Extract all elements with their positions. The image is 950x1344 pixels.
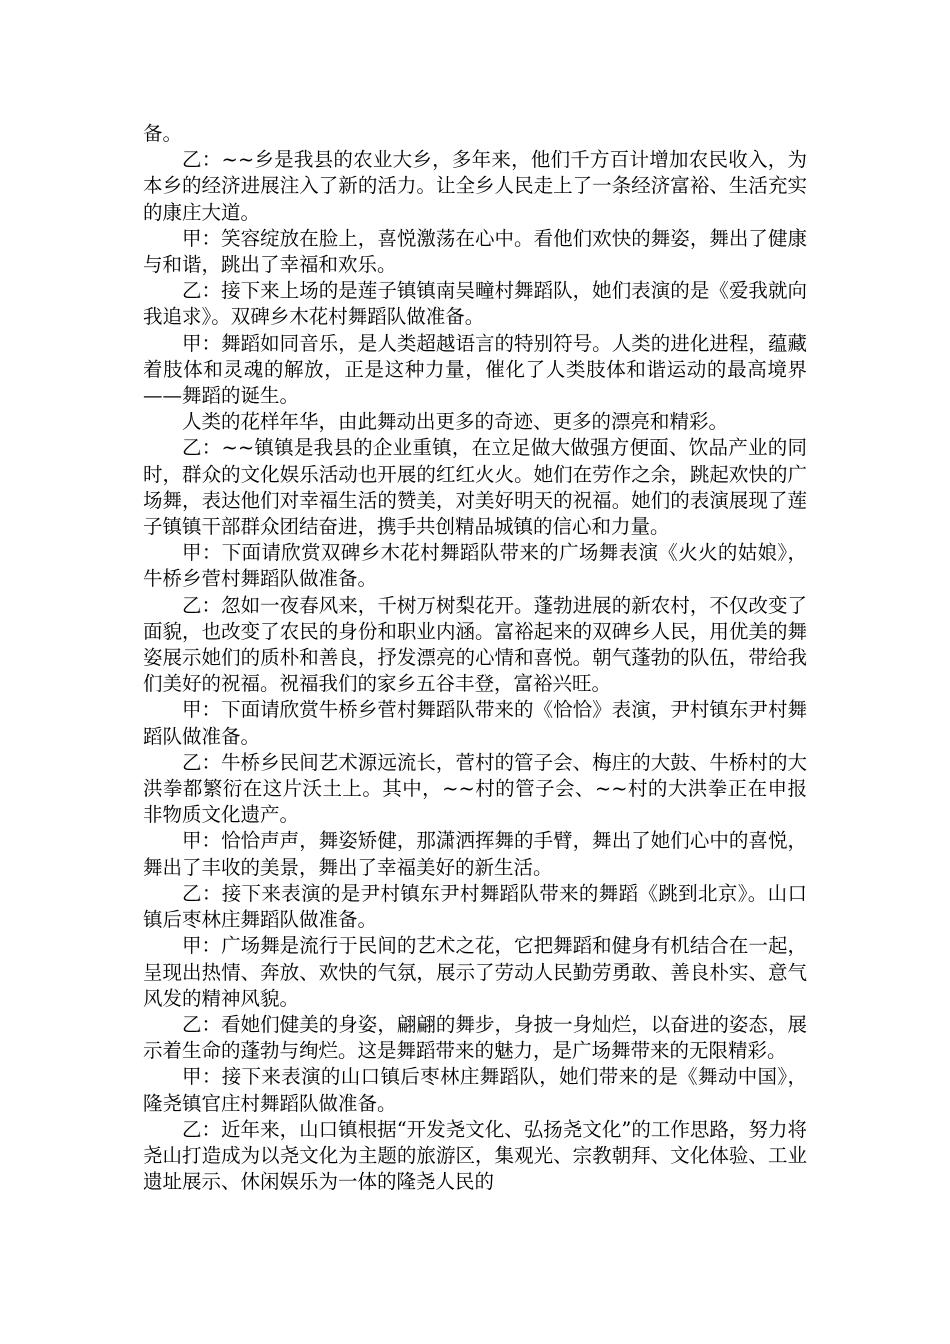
paragraph: 乙：~~镇镇是我县的企业重镇，在立足做大做强方便面、饮品产业的同时，群众的文化娱乐活动也开展的红红火火。她们在劳作之余，跳起欢快的广场舞，表达他们对幸福生活的赞美，对美好明天的祝福。她们的表演展现了莲子镇镇干部群众团结奋进，携手共创精品城镇的信心和力量。 [143,436,807,539]
paragraph: 乙：看她们健美的身姿，翩翩的舞步，身披一身灿烂，以奋进的姿态，展示着生命的蓬勃与绚烂。这是舞蹈带来的魅力，是广场舞带来的无限精彩。 [143,1012,807,1063]
paragraph: 甲：笑容绽放在脸上，喜悦激荡在心中。看他们欢快的舞姿，舞出了健康与和谐，跳出了幸福和欢乐。 [143,226,807,277]
paragraph: 甲：舞蹈如同音乐，是人类超越语言的特别符号。人类的进化进程，蕴藏着肢体和灵魂的解放，正是这种力量，催化了人类肢体和谐运动的最高境界——舞蹈的诞生。 [143,331,807,408]
paragraph: 乙：牛桥乡民间艺术源远流长，菅村的管子会、梅庄的大鼓、牛桥村的大洪拳都繁衍在这片沃土上。其中，~~村的管子会、~~村的大洪拳正在申报非物质文化遗产。 [143,750,807,827]
document-body [143,121,807,1195]
paragraph: 乙：接下来上场的是莲子镇镇南吴疃村舞蹈队，她们表演的是《爱我就向我追求》。双碑乡木花村舞蹈队做准备。 [143,279,807,329]
paragraph: 甲：接下来表演的山口镇后枣林庄舞蹈队，她们带来的是《舞动中国》，隆尧镇官庄村舞蹈队做准备。 [143,1065,807,1115]
paragraph: 乙：近年来，山口镇根据“开发尧文化、弘扬尧文化”的工作思路，努力将尧山打造成为以尧文化为主题的旅游区，集观光、宗教朝拜、文化体验、工业遗址展示、休闲娱乐为一体的隆尧人民的 [143,1117,807,1194]
paragraph: 人类的花样年华，由此舞动出更多的奇迹、更多的漂亮和精彩。 [182,410,729,434]
paragraph: 甲：下面请欣赏牛桥乡菅村舞蹈队带来的《恰恰》表演，尹村镇东尹村舞蹈队做准备。 [143,698,807,748]
paragraph: 乙：接下来表演的是尹村镇东尹村舞蹈队带来的舞蹈《跳到北京》。山口镇后枣林庄舞蹈队做准备。 [143,881,807,932]
paragraph: 甲：恰恰声声，舞姿矫健，那潇洒挥舞的手臂，舞出了她们心中的喜悦，舞出了丰收的美景，舞出了幸福美好的新生活。 [143,829,807,879]
paragraph: 乙：忽如一夜春风来，千树万树梨花开。蓬勃进展的新农村，不仅改变了面貌，也改变了农民的身份和职业内涵。富裕起来的双碑乡人民，用优美的舞姿展示她们的质朴和善良，抒发漂亮的心情和喜悦。朝气蓬勃的队伍，带给我们美好的祝福。祝福我们的家乡五谷丰登，富裕兴旺。 [143,593,807,696]
paragraph: 乙：~~乡是我县的农业大乡，多年来，他们千方百计增加农民收入，为本乡的经济进展注入了新的活力。让全乡人民走上了一条经济富裕、生活充实的康庄大道。 [143,148,807,224]
paragraph: 甲：广场舞是流行于民间的艺术之花，它把舞蹈和健身有机结合在一起，呈现出热情、奔放、欢快的气氛，展示了劳动人民勤劳勇敢、善良朴实、意气风发的精神风貌。 [143,934,807,1010]
paragraph: 甲：下面请欣赏双碑乡木花村舞蹈队带来的广场舞表演《火火的姑娘》，牛桥乡菅村舞蹈队做准备。 [143,541,807,591]
paragraph: 备。 [143,122,183,145]
